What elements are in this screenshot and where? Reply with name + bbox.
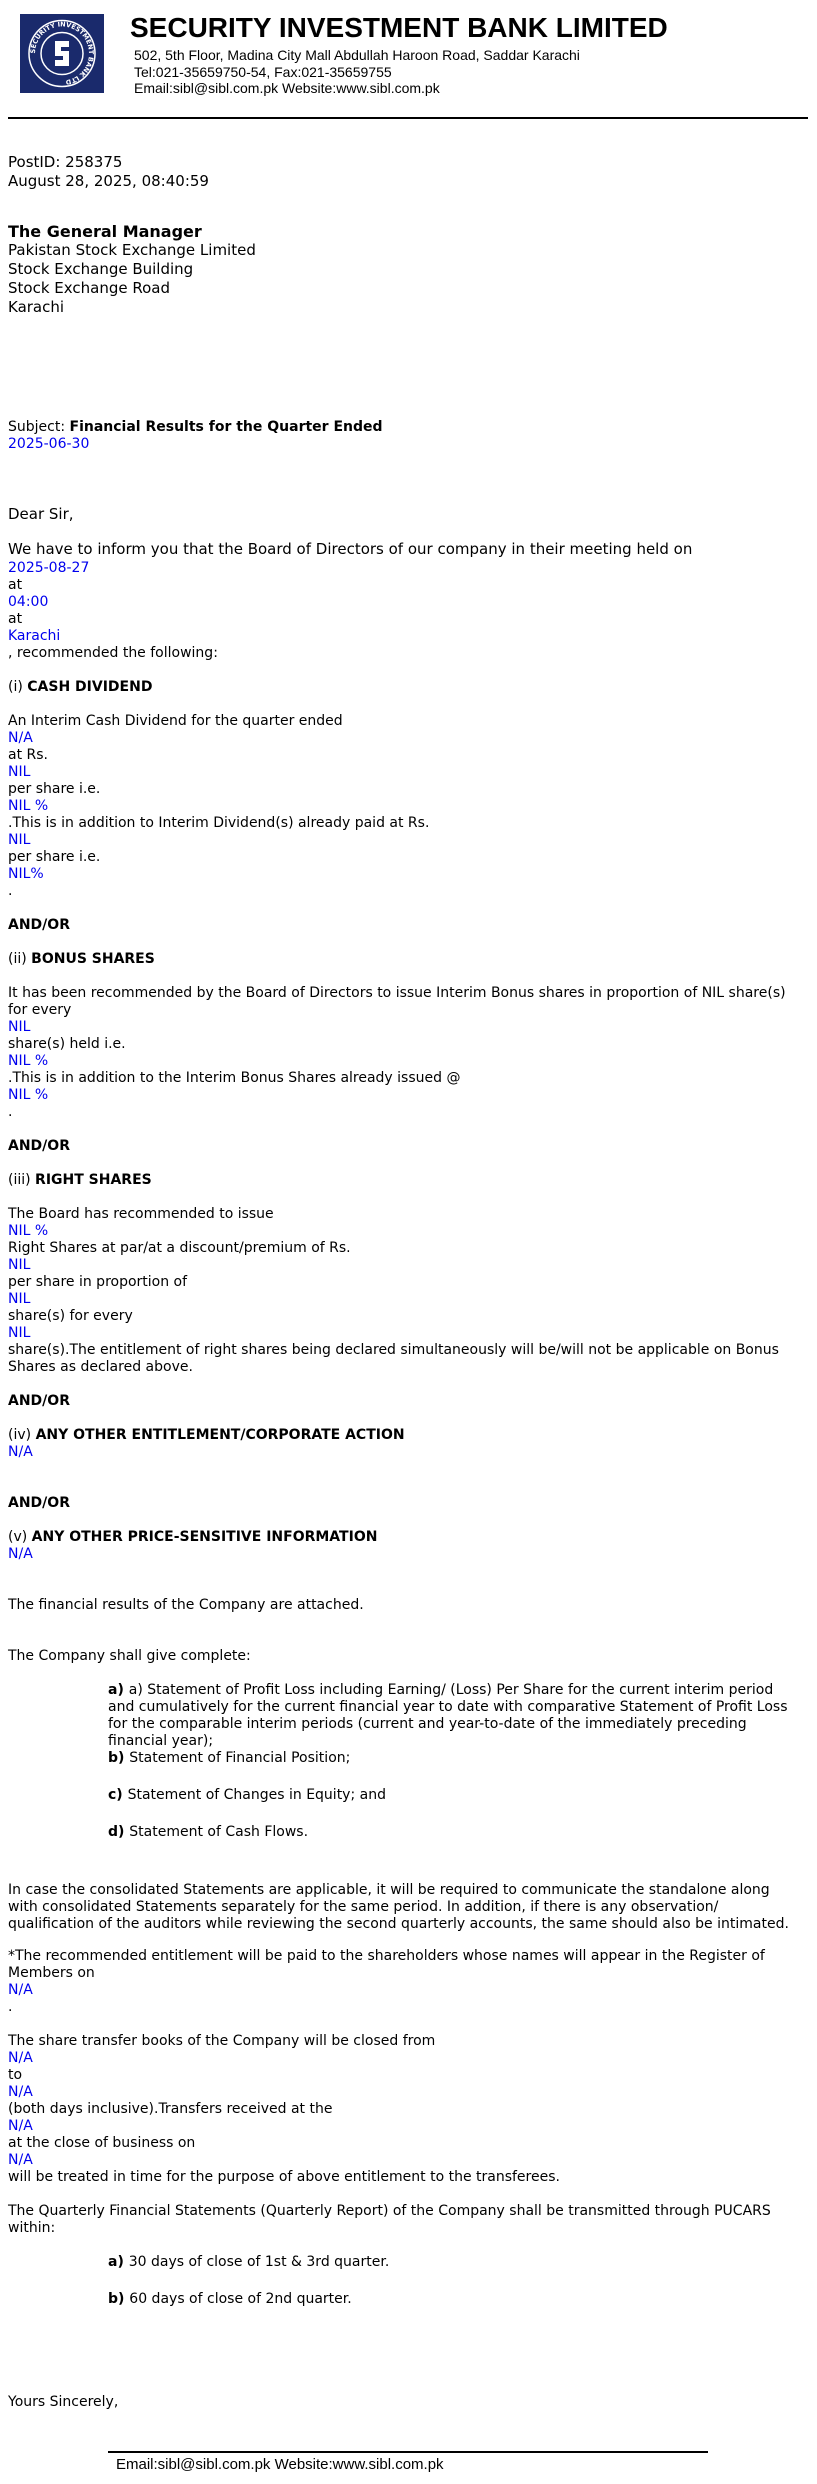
intro-text: We have to inform you that the Board of Directors of our company in their meeting held on (8, 540, 693, 558)
entitlement-text: *The recommended entitlement will be paid to the shareholders whose names will appear in the Register of Members on (8, 1948, 765, 1981)
bonus-value: NIL % (8, 1053, 49, 1069)
right-text: The Board has recommended to issue (8, 1206, 274, 1222)
statement-item-b: b) Statement of Financial Position; (108, 1750, 351, 1766)
right-text: per share in proportion of (8, 1274, 188, 1290)
footer-divider (108, 2451, 708, 2453)
cash-text: per share i.e. (8, 781, 101, 797)
recipient-title: The General Manager (8, 222, 202, 241)
cash-value: NIL % (8, 798, 49, 814)
transfer-text: The share transfer books of the Company will be closed from (8, 2033, 436, 2049)
salutation: Dear Sir, (8, 505, 74, 523)
bonus-text: .This is in addition to the Interim Bonus Shares already issued @ (8, 1070, 461, 1086)
and-or-separator: AND/OR (8, 1495, 70, 1511)
cash-value: N/A (8, 730, 33, 746)
footer-contact: Email:sibl@sibl.com.pk Website:www.sibl.com.pk (116, 2456, 444, 2473)
bank-email-web: Email:sibl@sibl.com.pk Website:www.sibl.com.pk (134, 80, 440, 96)
transfer-text: at the close of business on (8, 2135, 196, 2151)
right-text: share(s).The entitlement of right shares being declared simultaneously will be/will not be applicable on Bonus Shares as declared above. (8, 1342, 779, 1375)
other-entitlement-value: N/A (8, 1444, 33, 1460)
at-text: at (8, 611, 23, 627)
bonus-value: NIL (8, 1019, 31, 1035)
recommended-text: , recommended the following: (8, 645, 218, 661)
other-entitlement-heading: (iv) ANY OTHER ENTITLEMENT/CORPORATE ACTION (8, 1427, 405, 1443)
right-value: NIL % (8, 1223, 49, 1239)
bank-logo (20, 14, 104, 93)
bank-address: 502, 5th Floor, Madina City Mall Abdullah Haroon Road, Saddar Karachi (134, 47, 580, 63)
at-text: at (8, 577, 23, 593)
cash-value: NIL% (8, 866, 44, 882)
right-value: NIL (8, 1291, 31, 1307)
cash-dividend-heading: (i) CASH DIVIDEND (8, 679, 153, 695)
cash-value: NIL (8, 764, 31, 780)
cash-text: .This is in addition to Interim Dividend(s) already paid at Rs. (8, 815, 430, 831)
right-text: Right Shares at par/at a discount/premium of Rs. (8, 1240, 351, 1256)
meeting-place: Karachi (8, 628, 61, 644)
post-id: PostID: 258375 (8, 153, 123, 171)
transfer-value: N/A (8, 2084, 33, 2100)
give-complete-text: The Company shall give complete: (8, 1648, 251, 1664)
recipient-line1: Pakistan Stock Exchange Limited (8, 241, 256, 259)
entitlement-value: N/A (8, 1982, 33, 1998)
statement-item-c: c) Statement of Changes in Equity; and (108, 1787, 386, 1803)
meeting-time: 04:00 (8, 594, 49, 610)
quarterly-item-a: a) 30 days of close of 1st & 3rd quarter. (108, 2254, 390, 2270)
bonus-text: . (8, 1104, 13, 1120)
letterhead-divider (8, 117, 808, 119)
meeting-date: 2025-08-27 (8, 560, 90, 576)
quarterly-text: The Quarterly Financial Statements (Quarterly Report) of the Company shall be transmitted through PUCARS within: (8, 2203, 771, 2236)
and-or-separator: AND/OR (8, 1138, 70, 1154)
statement-item-d: d) Statement of Cash Flows. (108, 1824, 309, 1840)
price-sensitive-heading: (v) ANY OTHER PRICE-SENSITIVE INFORMATION (8, 1529, 378, 1545)
cash-text: . (8, 883, 13, 899)
and-or-separator: AND/OR (8, 1393, 70, 1409)
cash-value: NIL (8, 832, 31, 848)
subject-date: 2025-06-30 (8, 436, 90, 452)
bonus-shares-heading: (ii) BONUS SHARES (8, 951, 155, 967)
bonus-text: share(s) held i.e. (8, 1036, 126, 1052)
transfer-text: to (8, 2067, 23, 2083)
post-datetime: August 28, 2025, 08:40:59 (8, 172, 209, 190)
transfer-text: (both days inclusive).Transfers received at the (8, 2101, 333, 2117)
cash-text: per share i.e. (8, 849, 101, 865)
recipient-line4: Karachi (8, 298, 65, 316)
quarterly-item-b: b) 60 days of close of 2nd quarter. (108, 2291, 352, 2307)
cash-text: An Interim Cash Dividend for the quarter ended (8, 713, 343, 729)
right-text: share(s) for every (8, 1308, 133, 1324)
consolidated-text: In case the consolidated Statements are applicable, it will be required to communicate the standalone along with consolidated Statements separately for the same period. In addition, if there is any observation/ qualification of the auditors while reviewing the second quarterly accounts, the same should also be intimated. (8, 1882, 789, 1932)
bank-name: SECURITY INVESTMENT BANK LIMITED (130, 12, 668, 43)
transfer-value: N/A (8, 2152, 33, 2168)
transfer-text: will be treated in time for the purpose of above entitlement to the transferees. (8, 2169, 560, 2185)
cash-text: at Rs. (8, 747, 48, 763)
transfer-value: N/A (8, 2050, 33, 2066)
recipient-line3: Stock Exchange Road (8, 279, 170, 297)
right-shares-heading: (iii) RIGHT SHARES (8, 1172, 152, 1188)
transfer-value: N/A (8, 2118, 33, 2134)
logo-ring-text: SECURITY INVESTMENT BANK LTD (28, 20, 96, 87)
entitlement-end: . (8, 1999, 13, 2015)
recipient-line2: Stock Exchange Building (8, 260, 194, 278)
statement-item-a: a) a) Statement of Profit Loss including Earning/ (Loss) Per Share for the current interim period and cumulatively for the current financial year to date with comparative Statement of Profit Loss for the comparable interim periods (current and year-to-date of the immediately preceding financial year); (108, 1682, 788, 1749)
subject-line: Subject: Financial Results for the Quarter Ended (8, 419, 383, 435)
price-sensitive-value: N/A (8, 1546, 33, 1562)
closing-text: Yours Sincerely, (8, 2394, 119, 2410)
results-attached: The financial results of the Company are attached. (8, 1597, 364, 1613)
right-value: NIL (8, 1325, 31, 1341)
and-or-separator: AND/OR (8, 917, 70, 933)
bonus-value: NIL % (8, 1087, 49, 1103)
bank-phone-fax: Tel:021-35659750-54, Fax:021-35659755 (134, 64, 392, 80)
right-value: NIL (8, 1257, 31, 1273)
bonus-text: It has been recommended by the Board of Directors to issue Interim Bonus shares in proportion of NIL share(s) for every (8, 985, 786, 1018)
